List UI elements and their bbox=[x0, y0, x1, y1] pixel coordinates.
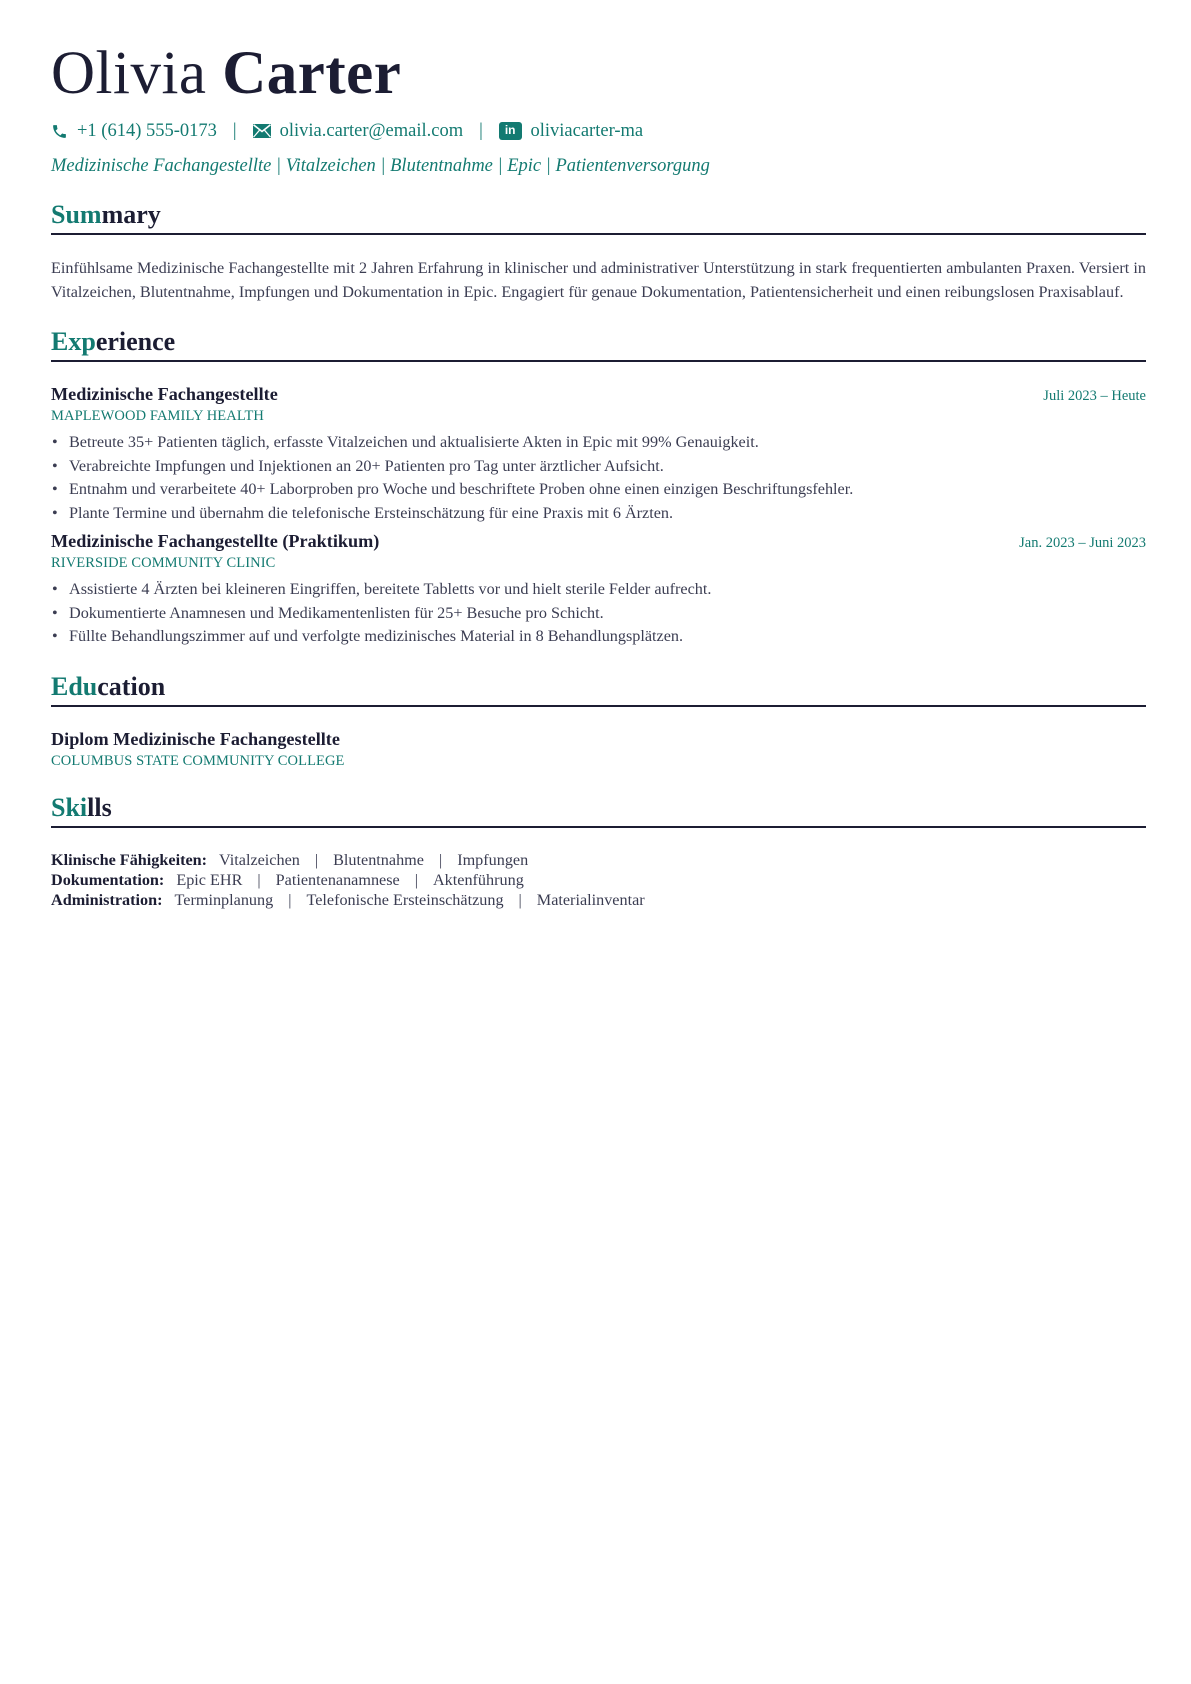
phone-icon bbox=[51, 123, 68, 140]
job-date: Juli 2023 – Heute bbox=[1043, 388, 1146, 404]
first-name: Olivia bbox=[51, 40, 207, 107]
degree-title: Diplom Medizinische Fachangestellte bbox=[51, 728, 340, 749]
skills-section bbox=[51, 792, 1146, 910]
section-title: Experience bbox=[51, 327, 176, 356]
skill-item: Telefonische Ersteinschätzung bbox=[306, 890, 504, 909]
section-divider bbox=[51, 705, 1146, 707]
summary-paragraph: Einfühlsame Medizinische Fachangestellte mit 2 Jahren Erfahrung in klinischer und administrativer Unterstützung in stark frequentierten ambulanten Praxen. Versiert in Vitalzeichen, Blutentnahme, Impfungen und Dokumentation in Epic. Engagiert für genaue Dokumentation, Patientensicherheit und einen reibungslosen Praxisablauf. bbox=[51, 259, 1146, 301]
skill-category: Klinische Fähigkeiten: bbox=[51, 850, 208, 869]
skill-row bbox=[51, 850, 1146, 870]
skill-row bbox=[51, 890, 1146, 910]
section-divider bbox=[51, 360, 1146, 362]
contact-separator: | bbox=[479, 120, 483, 141]
skill-item: Aktenführung bbox=[432, 870, 524, 889]
experience-section bbox=[51, 326, 1146, 649]
employer-name: MAPLEWOOD FAMILY HEALTH bbox=[51, 408, 264, 424]
job-date: Jan. 2023 – Juni 2023 bbox=[1019, 535, 1146, 551]
bullet-item: • Verabreichte Impfungen und Injektionen an 20+ Patienten pro Tag unter ärztlicher Aufsicht. bbox=[51, 455, 1146, 479]
contact-line bbox=[51, 118, 1146, 144]
linkedin-item[interactable] bbox=[499, 121, 643, 142]
resume-page bbox=[51, 38, 1146, 910]
email-item[interactable] bbox=[253, 121, 463, 142]
bullet-item: • Füllte Behandlungszimmer auf und verfolgte medizinisches Material in 8 Behandlungsplätzen. bbox=[51, 625, 1146, 649]
education-entry bbox=[51, 729, 1146, 770]
contact-separator: | bbox=[232, 120, 237, 141]
section-title: Skills bbox=[51, 792, 112, 822]
last-name: Carter bbox=[222, 40, 402, 107]
skill-item: Blutentnahme bbox=[333, 850, 424, 869]
skill-separator: | bbox=[314, 850, 319, 869]
skill-separator: | bbox=[518, 890, 522, 909]
skill-separator: | bbox=[257, 870, 261, 889]
job-bullets bbox=[51, 431, 1146, 525]
section-title: Summary bbox=[51, 200, 161, 229]
job-entry bbox=[51, 531, 1146, 649]
bullet-item: • Dokumentierte Anamnesen und Medikamentenlisten für 25+ Besuche pro Schicht. bbox=[51, 602, 1146, 626]
employer-name: RIVERSIDE COMMUNITY CLINIC bbox=[51, 555, 276, 571]
skill-item: Vitalzeichen bbox=[219, 850, 300, 869]
skill-item: Patientenanamnese bbox=[275, 870, 400, 889]
skill-item: Impfungen bbox=[457, 850, 529, 869]
bullet-item: • Entnahm und verarbeitete 40+ Laborproben pro Woche und beschriftete Proben ohne einen einzigen Beschriftungsfehler. bbox=[51, 478, 1146, 502]
phone-item[interactable] bbox=[51, 121, 217, 142]
phone-text: +1 (614) 555-0173 bbox=[77, 120, 217, 141]
envelope-icon bbox=[253, 124, 271, 138]
bullet-item: • Betreute 35+ Patienten täglich, erfasste Vitalzeichen und aktualisierte Akten in Epic mit 99% Genauigkeit. bbox=[51, 431, 1146, 455]
candidate-name bbox=[51, 38, 1146, 110]
skill-row bbox=[51, 870, 1146, 890]
skills-list bbox=[51, 850, 1146, 910]
headline-tagline: Medizinische Fachangestellte | Vitalzeichen | Blutentnahme | Epic | Patientenversorgung bbox=[51, 156, 710, 176]
skill-separator: | bbox=[414, 870, 418, 889]
section-divider bbox=[51, 233, 1146, 235]
job-bullets bbox=[51, 578, 1146, 649]
skill-separator: | bbox=[288, 890, 292, 909]
linkedin-icon: in bbox=[499, 122, 522, 140]
skill-item: Materialinventar bbox=[536, 890, 645, 909]
job-title: Medizinische Fachangestellte (Praktikum) bbox=[51, 531, 380, 551]
skill-category: Dokumentation: bbox=[51, 870, 165, 889]
skill-category: Administration: bbox=[51, 890, 163, 909]
summary-section bbox=[51, 199, 1146, 304]
linkedin-text: oliviacarter-ma bbox=[530, 120, 644, 141]
skill-item: Epic EHR bbox=[176, 870, 243, 889]
education-section bbox=[51, 671, 1146, 770]
job-entry bbox=[51, 384, 1146, 525]
section-divider bbox=[51, 826, 1146, 828]
job-title: Medizinische Fachangestellte bbox=[51, 384, 278, 404]
bullet-item: • Plante Termine und übernahm die telefonische Ersteinschätzung für eine Praxis mit 6 Ärzten. bbox=[51, 502, 1146, 526]
skill-separator: | bbox=[438, 850, 443, 869]
section-title: Education bbox=[51, 671, 166, 701]
bullet-item: • Assistierte 4 Ärzten bei kleineren Eingriffen, bereitete Tabletts vor und hielt sterile Felder aufrecht. bbox=[51, 578, 1146, 602]
skill-item: Terminplanung bbox=[174, 890, 274, 909]
school-name: COLUMBUS STATE COMMUNITY COLLEGE bbox=[51, 752, 345, 769]
email-text: olivia.carter@email.com bbox=[279, 120, 464, 141]
